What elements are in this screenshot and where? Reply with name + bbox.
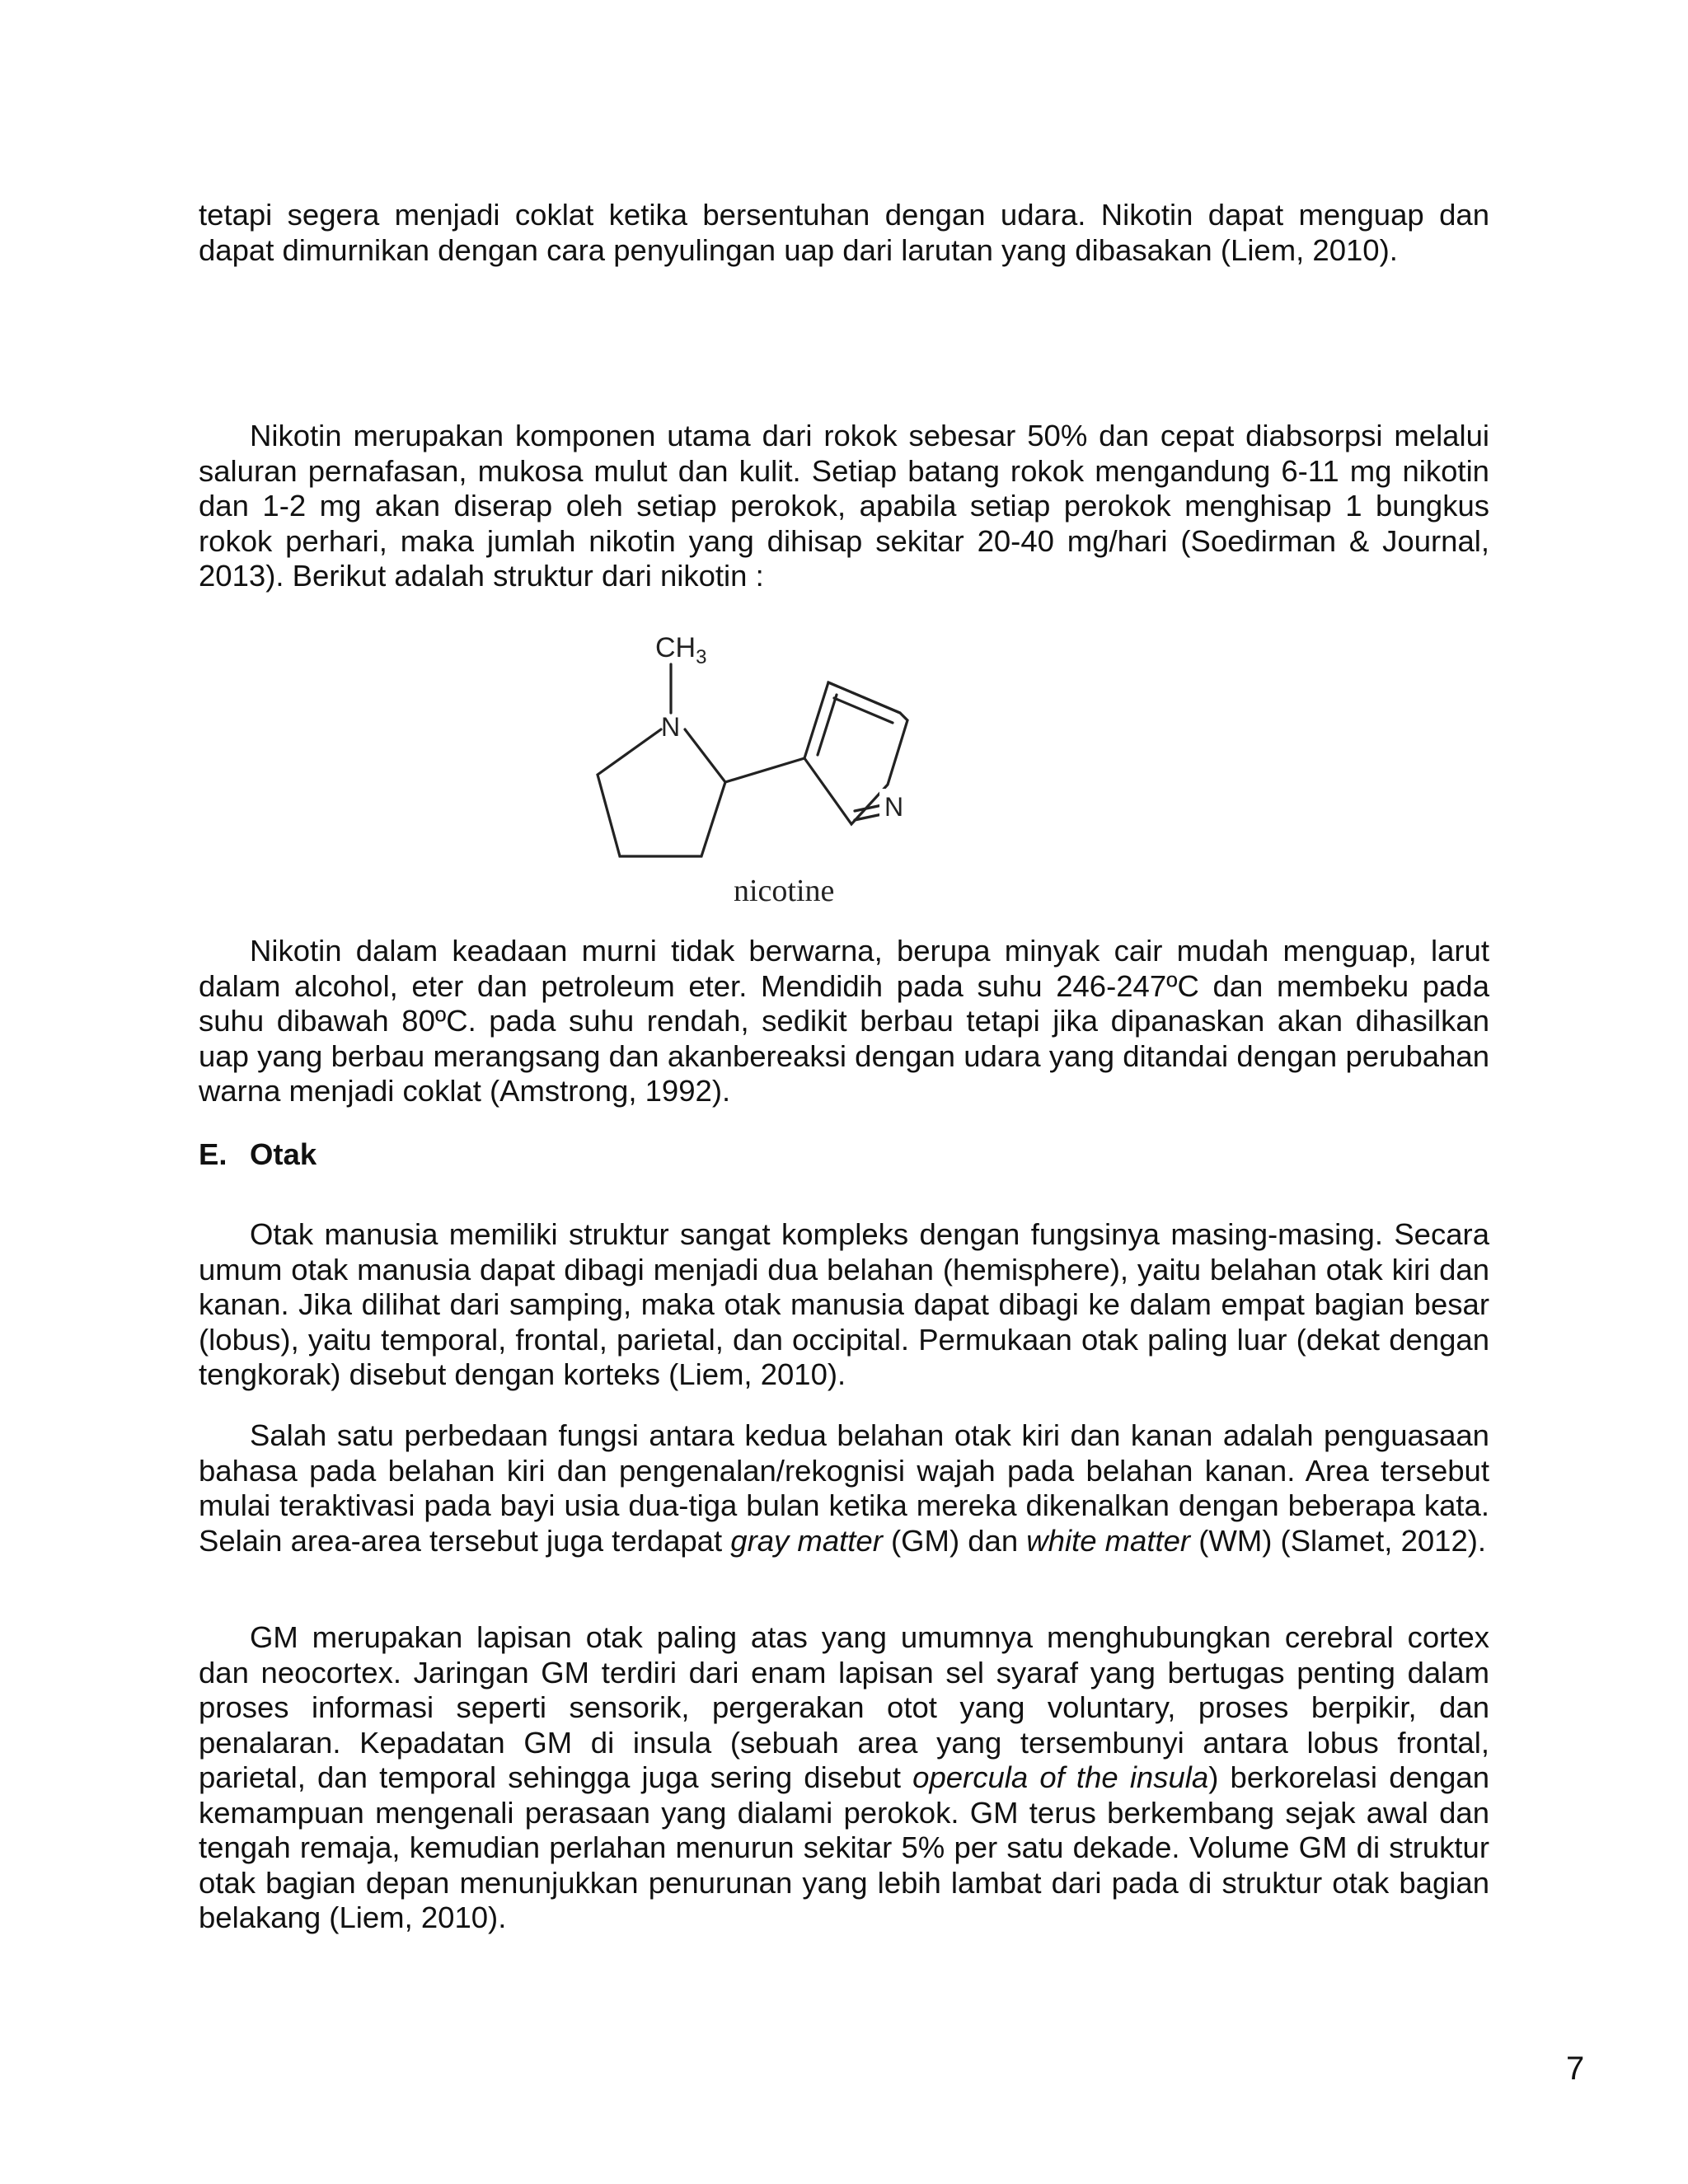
paragraph-hemisphere-functions: Salah satu perbedaan fungsi antara kedua belahan otak kiri dan kanan adalah penguasaan bahasa pada belahan kiri dan pengenalan/rekognisi wajah pada belahan kanan. Area tersebut mulai teraktivasi pada bayi usia dua-tiga bulan ketika mereka dikenalkan dengan beberapa kata. Selain area-area tersebut juga terdapat gray matter (GM) dan white matter (WM) (Slamet, 2012). [199,1418,1489,1558]
paragraph-nicotine-absorption: Nikotin merupakan komponen utama dari rokok sebesar 50% dan cepat diabsorpsi melalui saluran pernafasan, mukosa mulut dan kulit. Setiap batang rokok mengandung 6-11 mg nikotin dan 1-2 mg akan diserap oleh setiap perokok, apabila setiap perokok menghisap 1 bungkus rokok perhari, maka jumlah nikotin yang dihisap sekitar 20-40 mg/hari (Soedirman & Journal, 2013). Berikut adalah struktur dari nikotin : [199,419,1489,593]
pyridine-bond [828,682,900,713]
paragraph-indent [199,1620,250,1654]
methyl-label: $CH_3$ [655,632,707,668]
pyridine-double-bond [834,698,893,723]
paragraph-indent [199,1418,250,1452]
paragraph-indent [199,1217,250,1251]
section-heading-otak: E. Otak [199,1137,317,1171]
pyridine-nitrogen-label: N [884,792,904,822]
paragraph-nicotine-properties-continued: tetapi segera menjadi coklat ketika bersentuhan dengan udara. Nikotin dapat menguap dan dapat dimurnikan dengan cara penyulingan uap dari larutan yang dibasakan (Liem, 2010). [199,198,1489,267]
nicotine-structure-figure [585,624,981,916]
figure-caption: nicotine [734,874,835,908]
pyrrolidine-ring [598,729,725,856]
pyrrolidine-nitrogen-label: N [661,712,681,742]
linking-bond [725,758,804,782]
paragraph-nicotine-physical-properties: Nikotin dalam keadaan murni tidak berwarna, berupa minyak cair mudah menguap, larut dalam alcohol, eter dan petroleum eter. Mendidih pada suhu 246-247ºC dan membeku pada suhu dibawah 80ºC. pada suhu rendah, sedikit berbau tetapi jika dipanaskan akan dihasilkan uap yang berbau merangsang dan akanbereaksi dengan udara yang ditandai dengan perubahan warna menjadi coklat (Amstrong, 1992). [199,934,1489,1108]
paragraph-indent [199,419,250,452]
nicotine-structure-diagram [585,624,981,916]
paragraph-gray-matter: GM merupakan lapisan otak paling atas yang umumnya menghubungkan cerebral cortex dan neocortex. Jaringan GM terdiri dari enam lapisan sel syaraf yang bertugas penting dalam proses informasi seperti sensorik, pergerakan otot yang voluntary, proses berpikir, dan penalaran. Kepadatan GM di insula (sebuah area yang tersembunyi antara lobus frontal, parietal, dan temporal sehingga juga sering disebut opercula of the insula) berkorelasi dengan kemampuan mengenali perasaan yang dialami perokok. GM terus berkembang sejak awal dan tengah remaja, kemudian perlahan menurun sekitar 5% per satu dekade. Volume GM di struktur otak bagian depan menunjukkan penurunan yang lebih lambat dari pada di struktur otak bagian belakang (Liem, 2010). [199,1620,1489,1934]
paragraph-brain-structure: Otak manusia memiliki struktur sangat kompleks dengan fungsinya masing-masing. Secara umum otak manusia dapat dibagi menjadi dua belahan (hemisphere), yaitu belahan otak kiri dan kanan. Jika dilihat dari samping, maka otak manusia dapat dibagi ke dalam empat bagian besar (lobus), yaitu temporal, frontal, parietal, dan occipital. Permukaan otak paling luar (dekat dengan tengkorak) disebut dengan korteks (Liem, 2010). [199,1217,1489,1391]
paragraph-indent [199,934,250,968]
page-number: 7 [1566,2050,1585,2087]
